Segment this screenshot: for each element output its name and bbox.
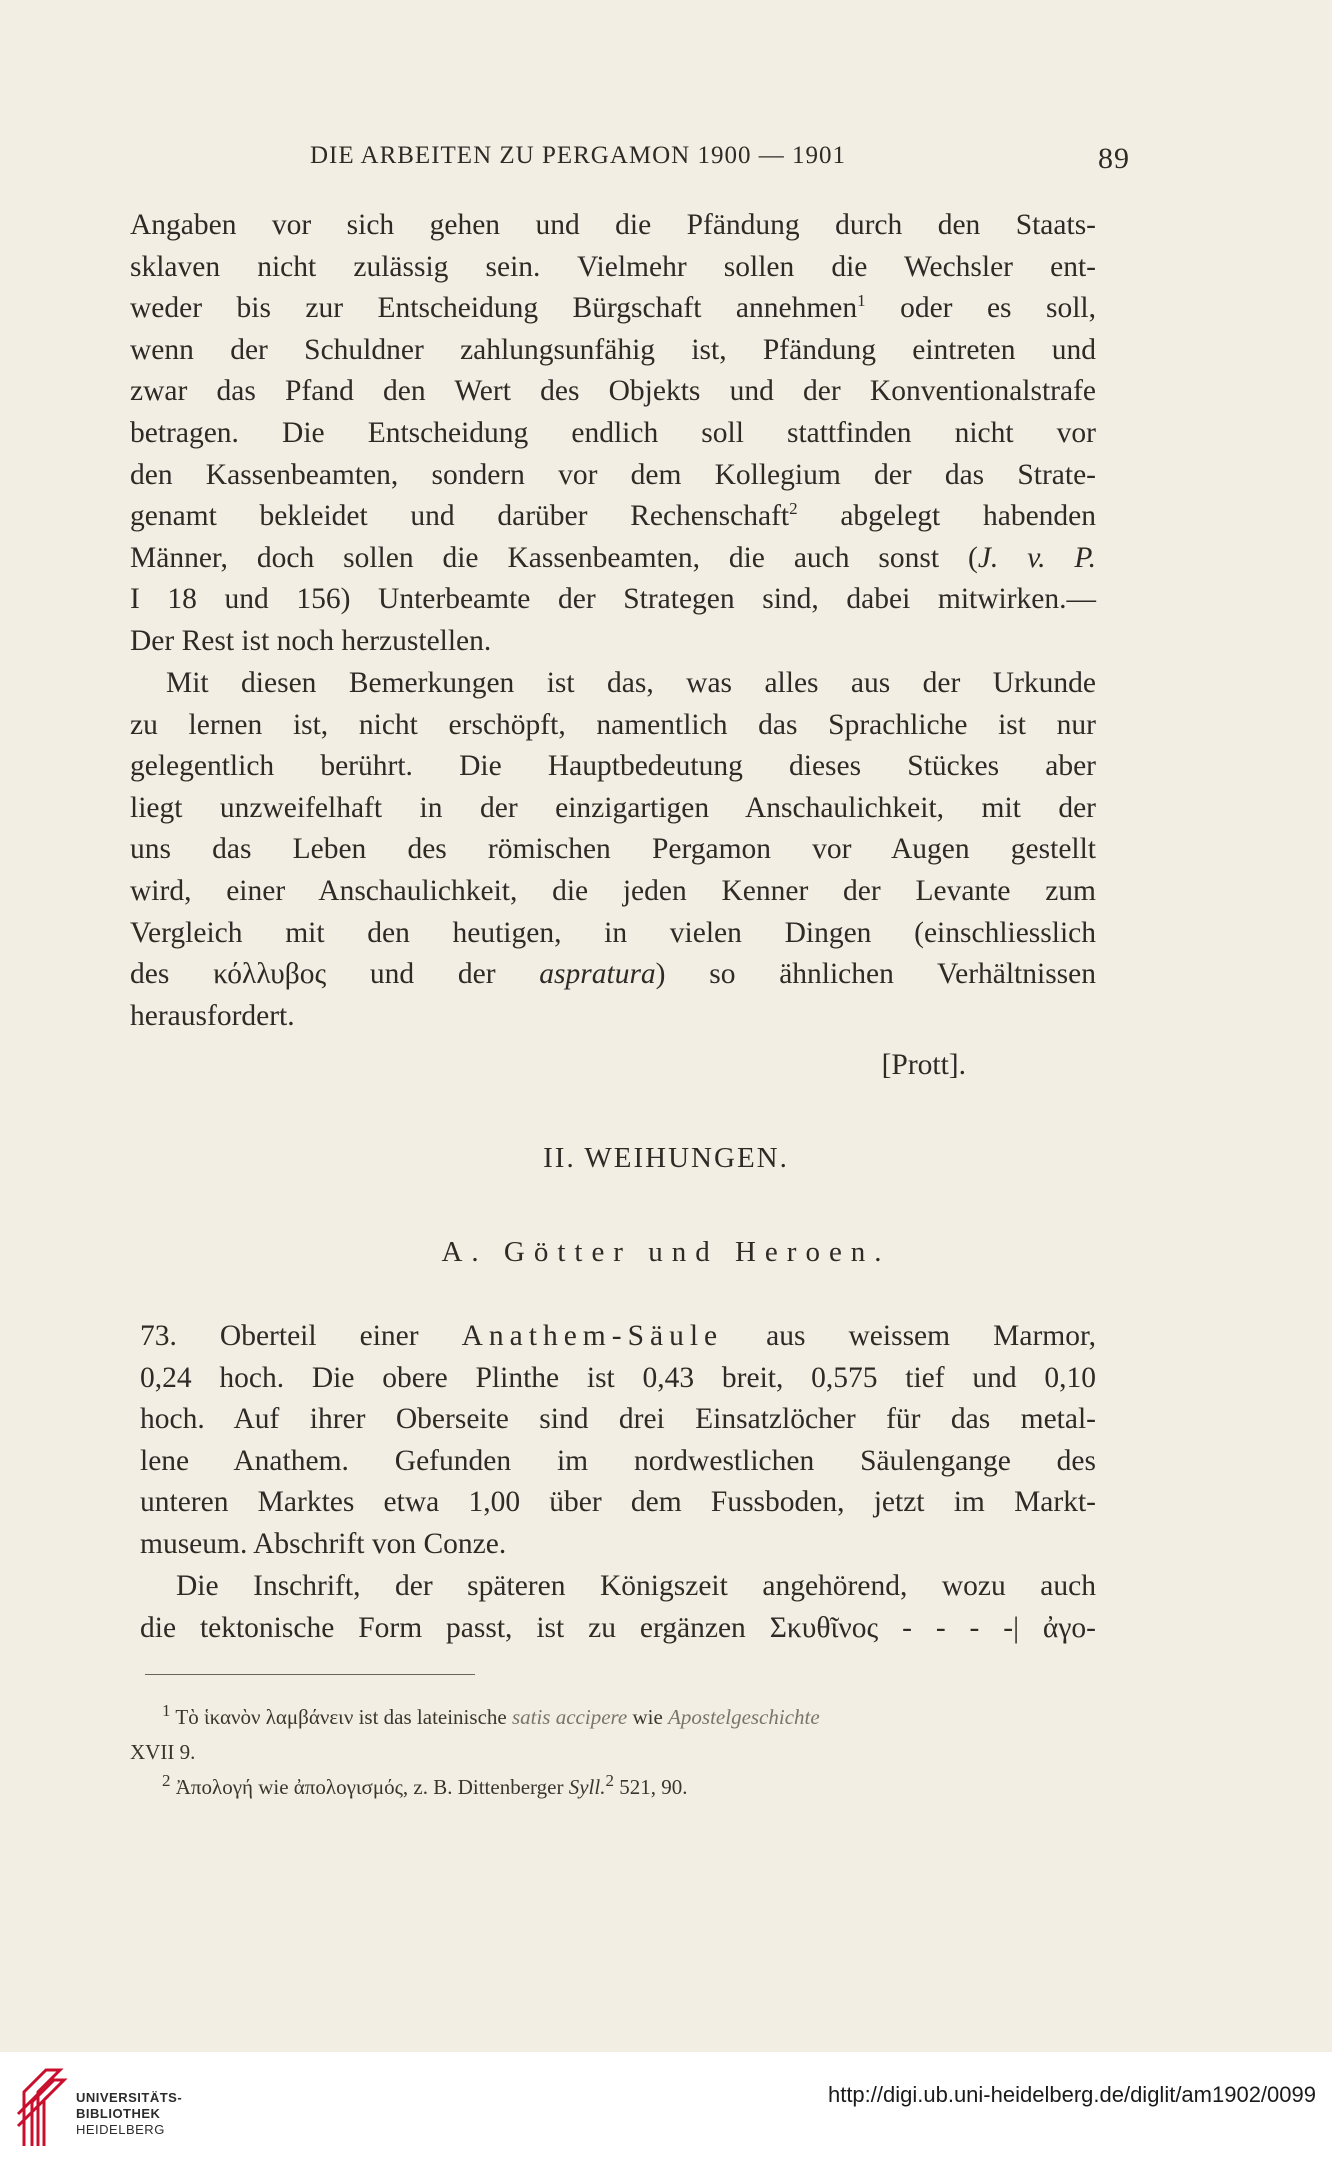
- text-line: unteren Marktes etwa 1,00 über dem Fussboden, jetzt im Markt-: [140, 1486, 1096, 1519]
- text-line: I 18 und 156) Unterbeamte der Strategen sind, dabei mitwirken.—: [130, 583, 1096, 616]
- text-span: abgelegt habenden: [797, 500, 1096, 533]
- footnotes: [130, 1700, 1110, 1805]
- source-url-link[interactable]: http://digi.ub.uni-heidelberg.de/diglit/am1902/0099: [827, 2082, 1316, 2107]
- institution-line: UNIVERSITÄTS-: [76, 2090, 183, 2105]
- text-line: den Kassenbeamten, sondern vor dem Kollegium der das Strate-: [130, 458, 1096, 491]
- text-line: herausfordert.: [130, 999, 295, 1032]
- text-line: Mit diesen Bemerkungen ist das, was alles aus der Urkunde: [166, 667, 1096, 699]
- text-line: gelegentlich berührt. Die Hauptbedeutung dieses Stückes aber: [130, 750, 1096, 783]
- text-line: lene Anathem. Gefunden im nordwestlichen Säulengange des: [140, 1444, 1096, 1477]
- author-signature: [Prott].: [881, 1049, 966, 1082]
- text-span: wie: [627, 1705, 669, 1729]
- text-line: museum. Abschrift von Conze.: [140, 1527, 507, 1560]
- italic-term: satis accipere: [511, 1705, 628, 1729]
- text-line: Die Inschrift, der späteren Königszeit angehörend, wozu auch: [176, 1570, 1096, 1602]
- text-span: des: [130, 958, 214, 991]
- footnote-1: [130, 1700, 1110, 1735]
- running-title: DIE ARBEITEN ZU PERGAMON 1900 — 1901: [310, 142, 846, 169]
- italic-term: Syll.: [568, 1775, 606, 1799]
- paragraph-2: [130, 663, 1096, 1087]
- footnote-1-cont: XVII 9.: [130, 1740, 196, 1764]
- text-line: uns das Leben des römischen Pergamon vor Augen gestellt: [130, 833, 1096, 866]
- text-line: [130, 538, 1096, 580]
- text-line: zu lernen ist, nicht erschöpft, namentlich das Sprachliche ist nur: [130, 708, 1096, 741]
- text-line: liegt unzweifelhaft in der einzigartigen Anschaulichkeit, mit der: [130, 791, 1096, 824]
- spaced-term: Anathem-Säule: [461, 1320, 724, 1352]
- subsection-heading: A. Götter und Heroen.: [441, 1236, 891, 1268]
- institution-name: [76, 2090, 182, 2138]
- text-span: und der: [326, 958, 540, 991]
- text-line: wenn der Schuldner zahlungsunfähig ist, Pfändung eintreten und: [130, 333, 1096, 366]
- footnote-mark: 2: [162, 1771, 171, 1790]
- text-span: aus weissem Marmor,: [723, 1320, 1096, 1352]
- library-footer: [0, 2052, 1332, 2158]
- footnote-2: [130, 1770, 1110, 1805]
- text-line: wird, einer Anschaulichkeit, die jeden Kenner der Levante zum: [130, 874, 1096, 907]
- greek-word: κόλλυβος: [213, 958, 327, 991]
- paragraph-3: [140, 1316, 1096, 1566]
- text-line: zwar das Pfand den Wert des Objekts und der Konventionalstrafe: [130, 375, 1096, 408]
- institution-line: BIBLIOTHEK: [76, 2106, 161, 2121]
- paragraph-4: [140, 1566, 1096, 1649]
- footnote-ref-1[interactable]: 1: [857, 291, 866, 311]
- text-line: Vergleich mit den heutigen, in vielen Dingen (einschliesslich: [130, 916, 1096, 949]
- text-line: 0,24 hoch. Die obere Plinthe ist 0,43 breit, 0,575 tief und 0,10: [140, 1361, 1096, 1394]
- text-line: Der Rest ist noch herzustellen.: [130, 624, 492, 657]
- text-line: [140, 1316, 1096, 1358]
- text-line: hoch. Auf ihrer Oberseite sind drei Einsatzlöcher für das metal-: [140, 1403, 1096, 1436]
- text-line: die tektonische Form passt, ist zu ergänzen Σκυθῖνος - - - -| ἀγο-: [140, 1611, 1096, 1644]
- text-line: sklaven nicht zulässig sein. Vielmehr sollen die Wechsler ent-: [130, 250, 1096, 283]
- text-span: 73. Oberteil einer: [140, 1320, 462, 1352]
- text-line: Angaben vor sich gehen und die Pfändung durch den Staats-: [130, 209, 1096, 241]
- text-span: Ἀπολογή wie ἀπολογισμός, z. B. Dittenberger: [170, 1775, 569, 1799]
- text-span: Männer, doch sollen die Kassenbeamten, die auch sonst (: [130, 541, 978, 574]
- institution-line: HEIDELBERG: [76, 2122, 165, 2137]
- text-span: weder bis zur Entscheidung Bürgschaft annehmen: [130, 292, 858, 325]
- text-line: betragen. Die Entscheidung endlich soll stattfinden nicht vor: [130, 416, 1096, 449]
- italic-term: aspratura: [539, 958, 656, 991]
- citation-abbrev: J. v. P.: [977, 541, 1096, 574]
- text-span: oder es soll,: [865, 292, 1096, 325]
- text-line: [130, 954, 1096, 996]
- text-line: [130, 288, 1096, 330]
- footnote-mark: 1: [162, 1701, 171, 1720]
- page-number: 89: [1098, 142, 1130, 175]
- footnote-ref-2[interactable]: 2: [789, 499, 798, 519]
- edition-superscript: 2: [605, 1771, 614, 1790]
- library-logo-icon[interactable]: [14, 2062, 70, 2152]
- text-span: Τὸ ἱκανὸν λαμβάνειν ist das lateinische: [170, 1705, 512, 1729]
- italic-term: Apostelgeschichte: [668, 1705, 820, 1729]
- section-heading: II. WEIHUNGEN.: [543, 1142, 789, 1174]
- text-span: genamt bekleidet und darüber Rechenschaft: [130, 500, 790, 533]
- footnote-divider: [145, 1674, 475, 1675]
- paragraph-1: [130, 205, 1096, 663]
- text-span: 521, 90.: [613, 1775, 688, 1799]
- text-line: [130, 496, 1096, 538]
- text-span: ) so ähnlichen Verhältnissen: [655, 958, 1096, 991]
